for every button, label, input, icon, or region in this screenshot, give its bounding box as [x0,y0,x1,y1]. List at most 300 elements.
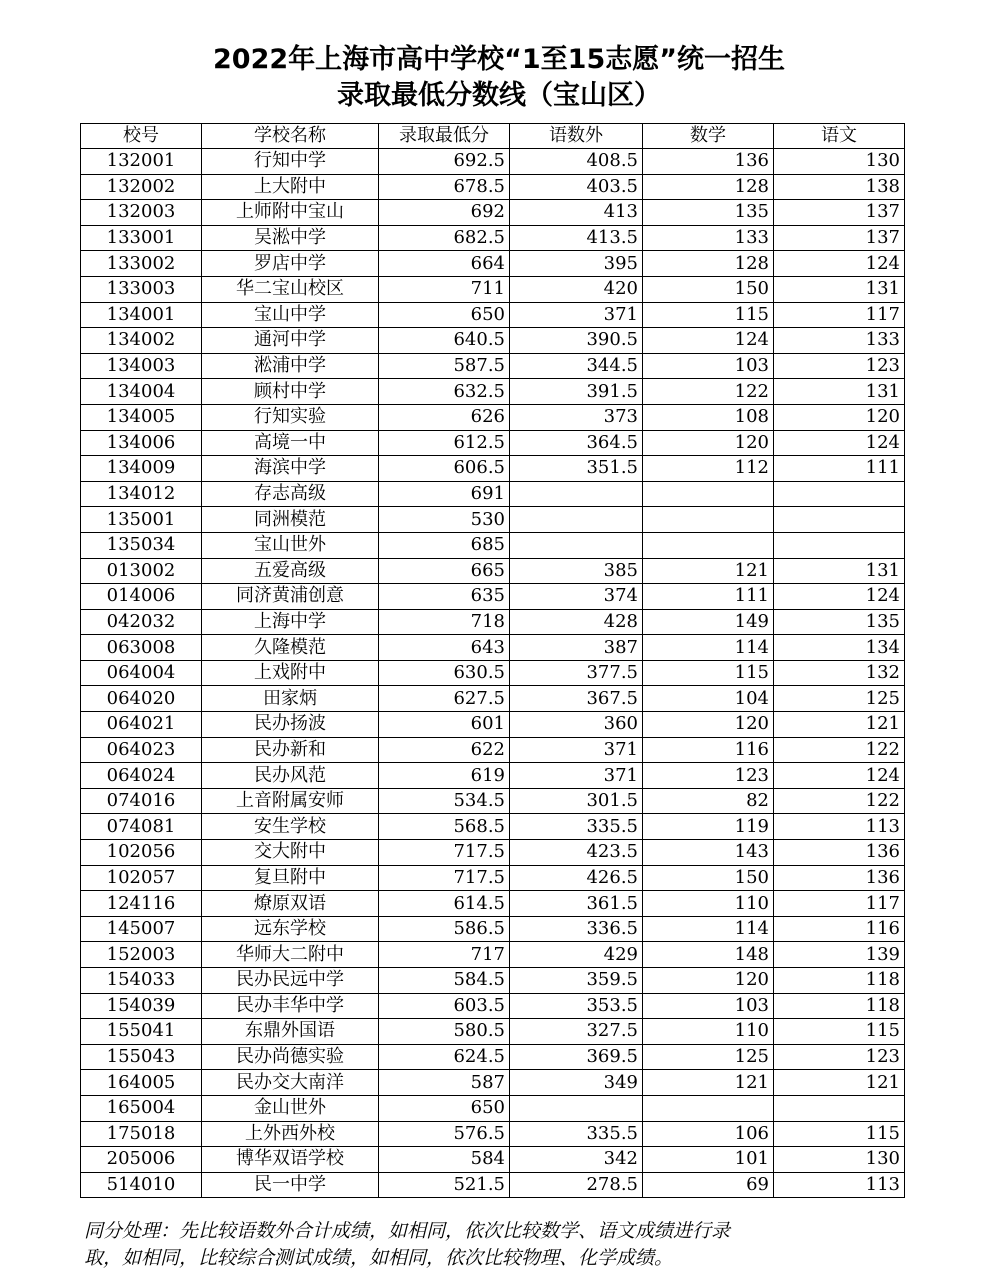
min-score-cell: 626 [379,404,510,430]
school-code-cell: 064024 [81,763,202,789]
min-score-cell: 717.5 [379,865,510,891]
school-name-cell: 上戏附中 [202,660,379,686]
table-row [81,456,905,482]
chn-math-eng-cell: 353.5 [510,993,643,1019]
school-code-cell: 165004 [81,1095,202,1121]
math-cell [643,1095,774,1121]
chn-math-eng-cell: 371 [510,763,643,789]
table-row [81,174,905,200]
school-name-cell: 民办扬波 [202,712,379,738]
chn-math-eng-cell: 391.5 [510,379,643,405]
chn-math-eng-cell: 423.5 [510,840,643,866]
math-cell: 121 [643,1070,774,1096]
school-name-cell: 淞浦中学 [202,353,379,379]
min-score-cell: 606.5 [379,456,510,482]
math-cell: 114 [643,916,774,942]
math-cell: 69 [643,1172,774,1198]
chn-math-eng-cell: 387 [510,635,643,661]
math-cell: 120 [643,712,774,738]
chinese-cell: 130 [774,1147,905,1173]
chinese-cell: 115 [774,1121,905,1147]
school-code-cell: 013002 [81,558,202,584]
school-code-cell: 074016 [81,788,202,814]
header-school-name: 学校名称 [202,124,379,149]
table-row [81,1070,905,1096]
school-code-cell: 074081 [81,814,202,840]
school-name-cell: 久隆模范 [202,635,379,661]
min-score-cell: 584.5 [379,968,510,994]
chinese-cell: 137 [774,225,905,251]
chinese-cell: 117 [774,302,905,328]
math-cell: 120 [643,968,774,994]
school-code-cell: 155041 [81,1019,202,1045]
school-name-cell: 远东学校 [202,916,379,942]
chinese-cell: 116 [774,916,905,942]
math-cell: 148 [643,942,774,968]
school-code-cell: 134002 [81,328,202,354]
school-code-cell: 133003 [81,276,202,302]
school-code-cell: 064020 [81,686,202,712]
chn-math-eng-cell: 335.5 [510,814,643,840]
school-name-cell: 行知实验 [202,404,379,430]
min-score-cell: 643 [379,635,510,661]
min-score-cell: 584 [379,1147,510,1173]
school-name-cell: 同济黄浦创意 [202,584,379,610]
school-name-cell: 五爱高级 [202,558,379,584]
math-cell: 110 [643,891,774,917]
min-score-cell: 632.5 [379,379,510,405]
chinese-cell: 131 [774,379,905,405]
school-name-cell: 华二宝山校区 [202,276,379,302]
math-cell: 150 [643,276,774,302]
min-score-cell: 614.5 [379,891,510,917]
chinese-cell: 124 [774,430,905,456]
min-score-cell: 612.5 [379,430,510,456]
min-score-cell: 692 [379,200,510,226]
min-score-cell: 650 [379,302,510,328]
math-cell [643,507,774,533]
school-code-cell: 134004 [81,379,202,405]
chn-math-eng-cell: 403.5 [510,174,643,200]
school-code-cell: 064021 [81,712,202,738]
min-score-cell: 624.5 [379,1044,510,1070]
min-score-cell: 586.5 [379,916,510,942]
math-cell: 82 [643,788,774,814]
min-score-cell: 580.5 [379,1019,510,1045]
school-name-cell: 宝山世外 [202,532,379,558]
math-cell: 128 [643,251,774,277]
school-code-cell: 132003 [81,200,202,226]
math-cell: 111 [643,584,774,610]
school-code-cell: 155043 [81,1044,202,1070]
school-name-cell: 高境一中 [202,430,379,456]
chinese-cell [774,481,905,507]
table-row [81,225,905,251]
chn-math-eng-cell: 360 [510,712,643,738]
math-cell: 116 [643,737,774,763]
chn-math-eng-cell: 373 [510,404,643,430]
chinese-cell: 133 [774,328,905,354]
chinese-cell: 135 [774,609,905,635]
table-row [81,1172,905,1198]
school-code-cell: 124116 [81,891,202,917]
chn-math-eng-cell [510,1095,643,1121]
chinese-cell: 125 [774,686,905,712]
chinese-cell: 122 [774,788,905,814]
school-code-cell: 154039 [81,993,202,1019]
min-score-cell: 711 [379,276,510,302]
school-name-cell: 复旦附中 [202,865,379,891]
page-title: 2022年上海市高中学校“1至15志愿”统一招生 [213,44,785,75]
school-code-cell: 133002 [81,251,202,277]
math-cell: 101 [643,1147,774,1173]
school-code-cell: 042032 [81,609,202,635]
table-row [81,840,905,866]
chinese-cell: 118 [774,968,905,994]
school-code-cell: 102056 [81,840,202,866]
table-row [81,763,905,789]
chinese-cell: 131 [774,276,905,302]
school-name-cell: 存志高级 [202,481,379,507]
chn-math-eng-cell: 385 [510,558,643,584]
min-score-cell: 630.5 [379,660,510,686]
chn-math-eng-cell: 371 [510,737,643,763]
table-row [81,1095,905,1121]
school-code-cell: 134009 [81,456,202,482]
math-cell: 143 [643,840,774,866]
table-row [81,1121,905,1147]
table-row [81,712,905,738]
chinese-cell: 131 [774,558,905,584]
min-score-cell: 601 [379,712,510,738]
school-name-cell: 交大附中 [202,840,379,866]
chn-math-eng-cell: 413 [510,200,643,226]
chn-math-eng-cell: 336.5 [510,916,643,942]
chn-math-eng-cell: 428 [510,609,643,635]
school-name-cell: 民办交大南洋 [202,1070,379,1096]
min-score-cell: 603.5 [379,993,510,1019]
chinese-cell: 117 [774,891,905,917]
chn-math-eng-cell: 369.5 [510,1044,643,1070]
chn-math-eng-cell: 408.5 [510,149,643,175]
chn-math-eng-cell: 390.5 [510,328,643,354]
school-code-cell: 134003 [81,353,202,379]
school-name-cell: 民办风范 [202,763,379,789]
chinese-cell: 113 [774,814,905,840]
min-score-cell: 619 [379,763,510,789]
math-cell [643,481,774,507]
chn-math-eng-cell: 371 [510,302,643,328]
school-name-cell: 金山世外 [202,1095,379,1121]
min-score-cell: 650 [379,1095,510,1121]
table-row [81,328,905,354]
chinese-cell: 123 [774,1044,905,1070]
table-row [81,379,905,405]
chn-math-eng-cell: 359.5 [510,968,643,994]
header-chinese: 语文 [774,124,905,149]
school-code-cell: 064004 [81,660,202,686]
school-name-cell: 民办新和 [202,737,379,763]
page-subtitle: 录取最低分数线（宝山区） [337,80,661,111]
table-row [81,251,905,277]
chn-math-eng-cell [510,481,643,507]
chinese-cell: 123 [774,353,905,379]
table-row [81,891,905,917]
school-code-cell: 132001 [81,149,202,175]
chn-math-eng-cell: 327.5 [510,1019,643,1045]
table-row [81,916,905,942]
chn-math-eng-cell: 420 [510,276,643,302]
min-score-cell: 627.5 [379,686,510,712]
chinese-cell: 115 [774,1019,905,1045]
school-name-cell: 上音附属安师 [202,788,379,814]
math-cell: 114 [643,635,774,661]
min-score-cell: 587 [379,1070,510,1096]
min-score-cell: 521.5 [379,1172,510,1198]
school-code-cell: 145007 [81,916,202,942]
min-score-cell: 635 [379,584,510,610]
school-name-cell: 同洲模范 [202,507,379,533]
chinese-cell [774,1095,905,1121]
math-cell: 125 [643,1044,774,1070]
school-code-cell: 134005 [81,404,202,430]
table-row [81,814,905,840]
chn-math-eng-cell: 413.5 [510,225,643,251]
table-row [81,686,905,712]
school-code-cell: 135034 [81,532,202,558]
math-cell: 149 [643,609,774,635]
school-name-cell: 宝山中学 [202,302,379,328]
school-name-cell: 民办丰华中学 [202,993,379,1019]
chinese-cell [774,532,905,558]
school-name-cell: 田家炳 [202,686,379,712]
table-row [81,942,905,968]
chinese-cell: 132 [774,660,905,686]
min-score-cell: 664 [379,251,510,277]
table-row [81,993,905,1019]
table-row [81,302,905,328]
chn-math-eng-cell: 367.5 [510,686,643,712]
chn-math-eng-cell: 364.5 [510,430,643,456]
school-name-cell: 上师附中宝山 [202,200,379,226]
table-row [81,968,905,994]
school-code-cell: 063008 [81,635,202,661]
school-name-cell: 上大附中 [202,174,379,200]
chinese-cell: 124 [774,251,905,277]
header-min-score: 录取最低分 [379,124,510,149]
table-row [81,1019,905,1045]
table-row [81,404,905,430]
school-name-cell: 上外西外校 [202,1121,379,1147]
table-row [81,660,905,686]
school-name-cell: 民办民远中学 [202,968,379,994]
math-cell: 106 [643,1121,774,1147]
chn-math-eng-cell: 377.5 [510,660,643,686]
min-score-cell: 678.5 [379,174,510,200]
min-score-cell: 717.5 [379,840,510,866]
math-cell: 122 [643,379,774,405]
table-row [81,200,905,226]
school-code-cell: 064023 [81,737,202,763]
chinese-cell: 120 [774,404,905,430]
school-code-cell: 014006 [81,584,202,610]
table-row [81,507,905,533]
school-name-cell: 海滨中学 [202,456,379,482]
table-row [81,584,905,610]
school-name-cell: 安生学校 [202,814,379,840]
table-row [81,430,905,456]
math-cell: 103 [643,993,774,1019]
math-cell: 133 [643,225,774,251]
school-name-cell: 燎原双语 [202,891,379,917]
math-cell: 121 [643,558,774,584]
school-name-cell: 华师大二附中 [202,942,379,968]
admission-score-table [80,123,905,1198]
min-score-cell: 622 [379,737,510,763]
math-cell: 123 [643,763,774,789]
math-cell: 115 [643,302,774,328]
school-name-cell: 通河中学 [202,328,379,354]
table-body [81,149,905,1198]
table-row [81,635,905,661]
table-row [81,481,905,507]
chinese-cell: 118 [774,993,905,1019]
school-code-cell: 175018 [81,1121,202,1147]
school-name-cell: 民办尚德实验 [202,1044,379,1070]
table-row [81,353,905,379]
math-cell: 103 [643,353,774,379]
math-cell: 150 [643,865,774,891]
chinese-cell [774,507,905,533]
table-row [81,149,905,175]
school-code-cell: 152003 [81,942,202,968]
header-chn-math-eng: 语数外 [510,124,643,149]
school-code-cell: 154033 [81,968,202,994]
min-score-cell: 587.5 [379,353,510,379]
school-name-cell: 上海中学 [202,609,379,635]
school-name-cell: 行知中学 [202,149,379,175]
chn-math-eng-cell: 395 [510,251,643,277]
chinese-cell: 121 [774,1070,905,1096]
math-cell: 110 [643,1019,774,1045]
min-score-cell: 576.5 [379,1121,510,1147]
header-school-code: 校号 [81,124,202,149]
math-cell: 112 [643,456,774,482]
chn-math-eng-cell: 361.5 [510,891,643,917]
math-cell: 115 [643,660,774,686]
chn-math-eng-cell: 278.5 [510,1172,643,1198]
header-math: 数学 [643,124,774,149]
school-code-cell: 164005 [81,1070,202,1096]
table-row [81,865,905,891]
school-code-cell: 514010 [81,1172,202,1198]
school-name-cell: 博华双语学校 [202,1147,379,1173]
math-cell: 136 [643,149,774,175]
table-row [81,788,905,814]
min-score-cell: 717 [379,942,510,968]
chinese-cell: 122 [774,737,905,763]
table-header-row [81,124,905,149]
chinese-cell: 137 [774,200,905,226]
table-row [81,1044,905,1070]
chn-math-eng-cell: 426.5 [510,865,643,891]
chinese-cell: 136 [774,865,905,891]
chn-math-eng-cell: 429 [510,942,643,968]
chn-math-eng-cell [510,532,643,558]
table-row [81,737,905,763]
chinese-cell: 124 [774,584,905,610]
min-score-cell: 685 [379,532,510,558]
chn-math-eng-cell: 351.5 [510,456,643,482]
note-line-2: 取，如相同，比较综合测试成绩，如相同，依次比较物理、化学成绩。 [84,1247,674,1269]
min-score-cell: 718 [379,609,510,635]
school-code-cell: 134001 [81,302,202,328]
min-score-cell: 691 [379,481,510,507]
school-code-cell: 135001 [81,507,202,533]
min-score-cell: 568.5 [379,814,510,840]
chn-math-eng-cell: 374 [510,584,643,610]
math-cell: 119 [643,814,774,840]
chn-math-eng-cell: 349 [510,1070,643,1096]
math-cell: 135 [643,200,774,226]
math-cell: 108 [643,404,774,430]
min-score-cell: 534.5 [379,788,510,814]
min-score-cell: 692.5 [379,149,510,175]
school-code-cell: 132002 [81,174,202,200]
chinese-cell: 113 [774,1172,905,1198]
table-row [81,532,905,558]
chn-math-eng-cell: 301.5 [510,788,643,814]
table-row [81,609,905,635]
school-name-cell: 罗店中学 [202,251,379,277]
chn-math-eng-cell: 342 [510,1147,643,1173]
school-code-cell: 205006 [81,1147,202,1173]
chinese-cell: 121 [774,712,905,738]
chinese-cell: 130 [774,149,905,175]
math-cell: 128 [643,174,774,200]
chinese-cell: 124 [774,763,905,789]
school-code-cell: 133001 [81,225,202,251]
math-cell [643,532,774,558]
math-cell: 120 [643,430,774,456]
school-code-cell: 134006 [81,430,202,456]
school-name-cell: 东鼎外国语 [202,1019,379,1045]
chinese-cell: 139 [774,942,905,968]
school-name-cell: 民一中学 [202,1172,379,1198]
tie-break-note [84,1218,944,1272]
chinese-cell: 138 [774,174,905,200]
table-row [81,558,905,584]
chinese-cell: 136 [774,840,905,866]
chinese-cell: 111 [774,456,905,482]
table-row [81,276,905,302]
note-line-1: 同分处理：先比较语数外合计成绩，如相同，依次比较数学、语文成绩进行录 [84,1220,731,1242]
min-score-cell: 530 [379,507,510,533]
chn-math-eng-cell [510,507,643,533]
school-code-cell: 102057 [81,865,202,891]
school-name-cell: 吴淞中学 [202,225,379,251]
chinese-cell: 134 [774,635,905,661]
chn-math-eng-cell: 335.5 [510,1121,643,1147]
math-cell: 104 [643,686,774,712]
table-row [81,1147,905,1173]
math-cell: 124 [643,328,774,354]
chn-math-eng-cell: 344.5 [510,353,643,379]
school-code-cell: 134012 [81,481,202,507]
min-score-cell: 665 [379,558,510,584]
min-score-cell: 640.5 [379,328,510,354]
min-score-cell: 682.5 [379,225,510,251]
